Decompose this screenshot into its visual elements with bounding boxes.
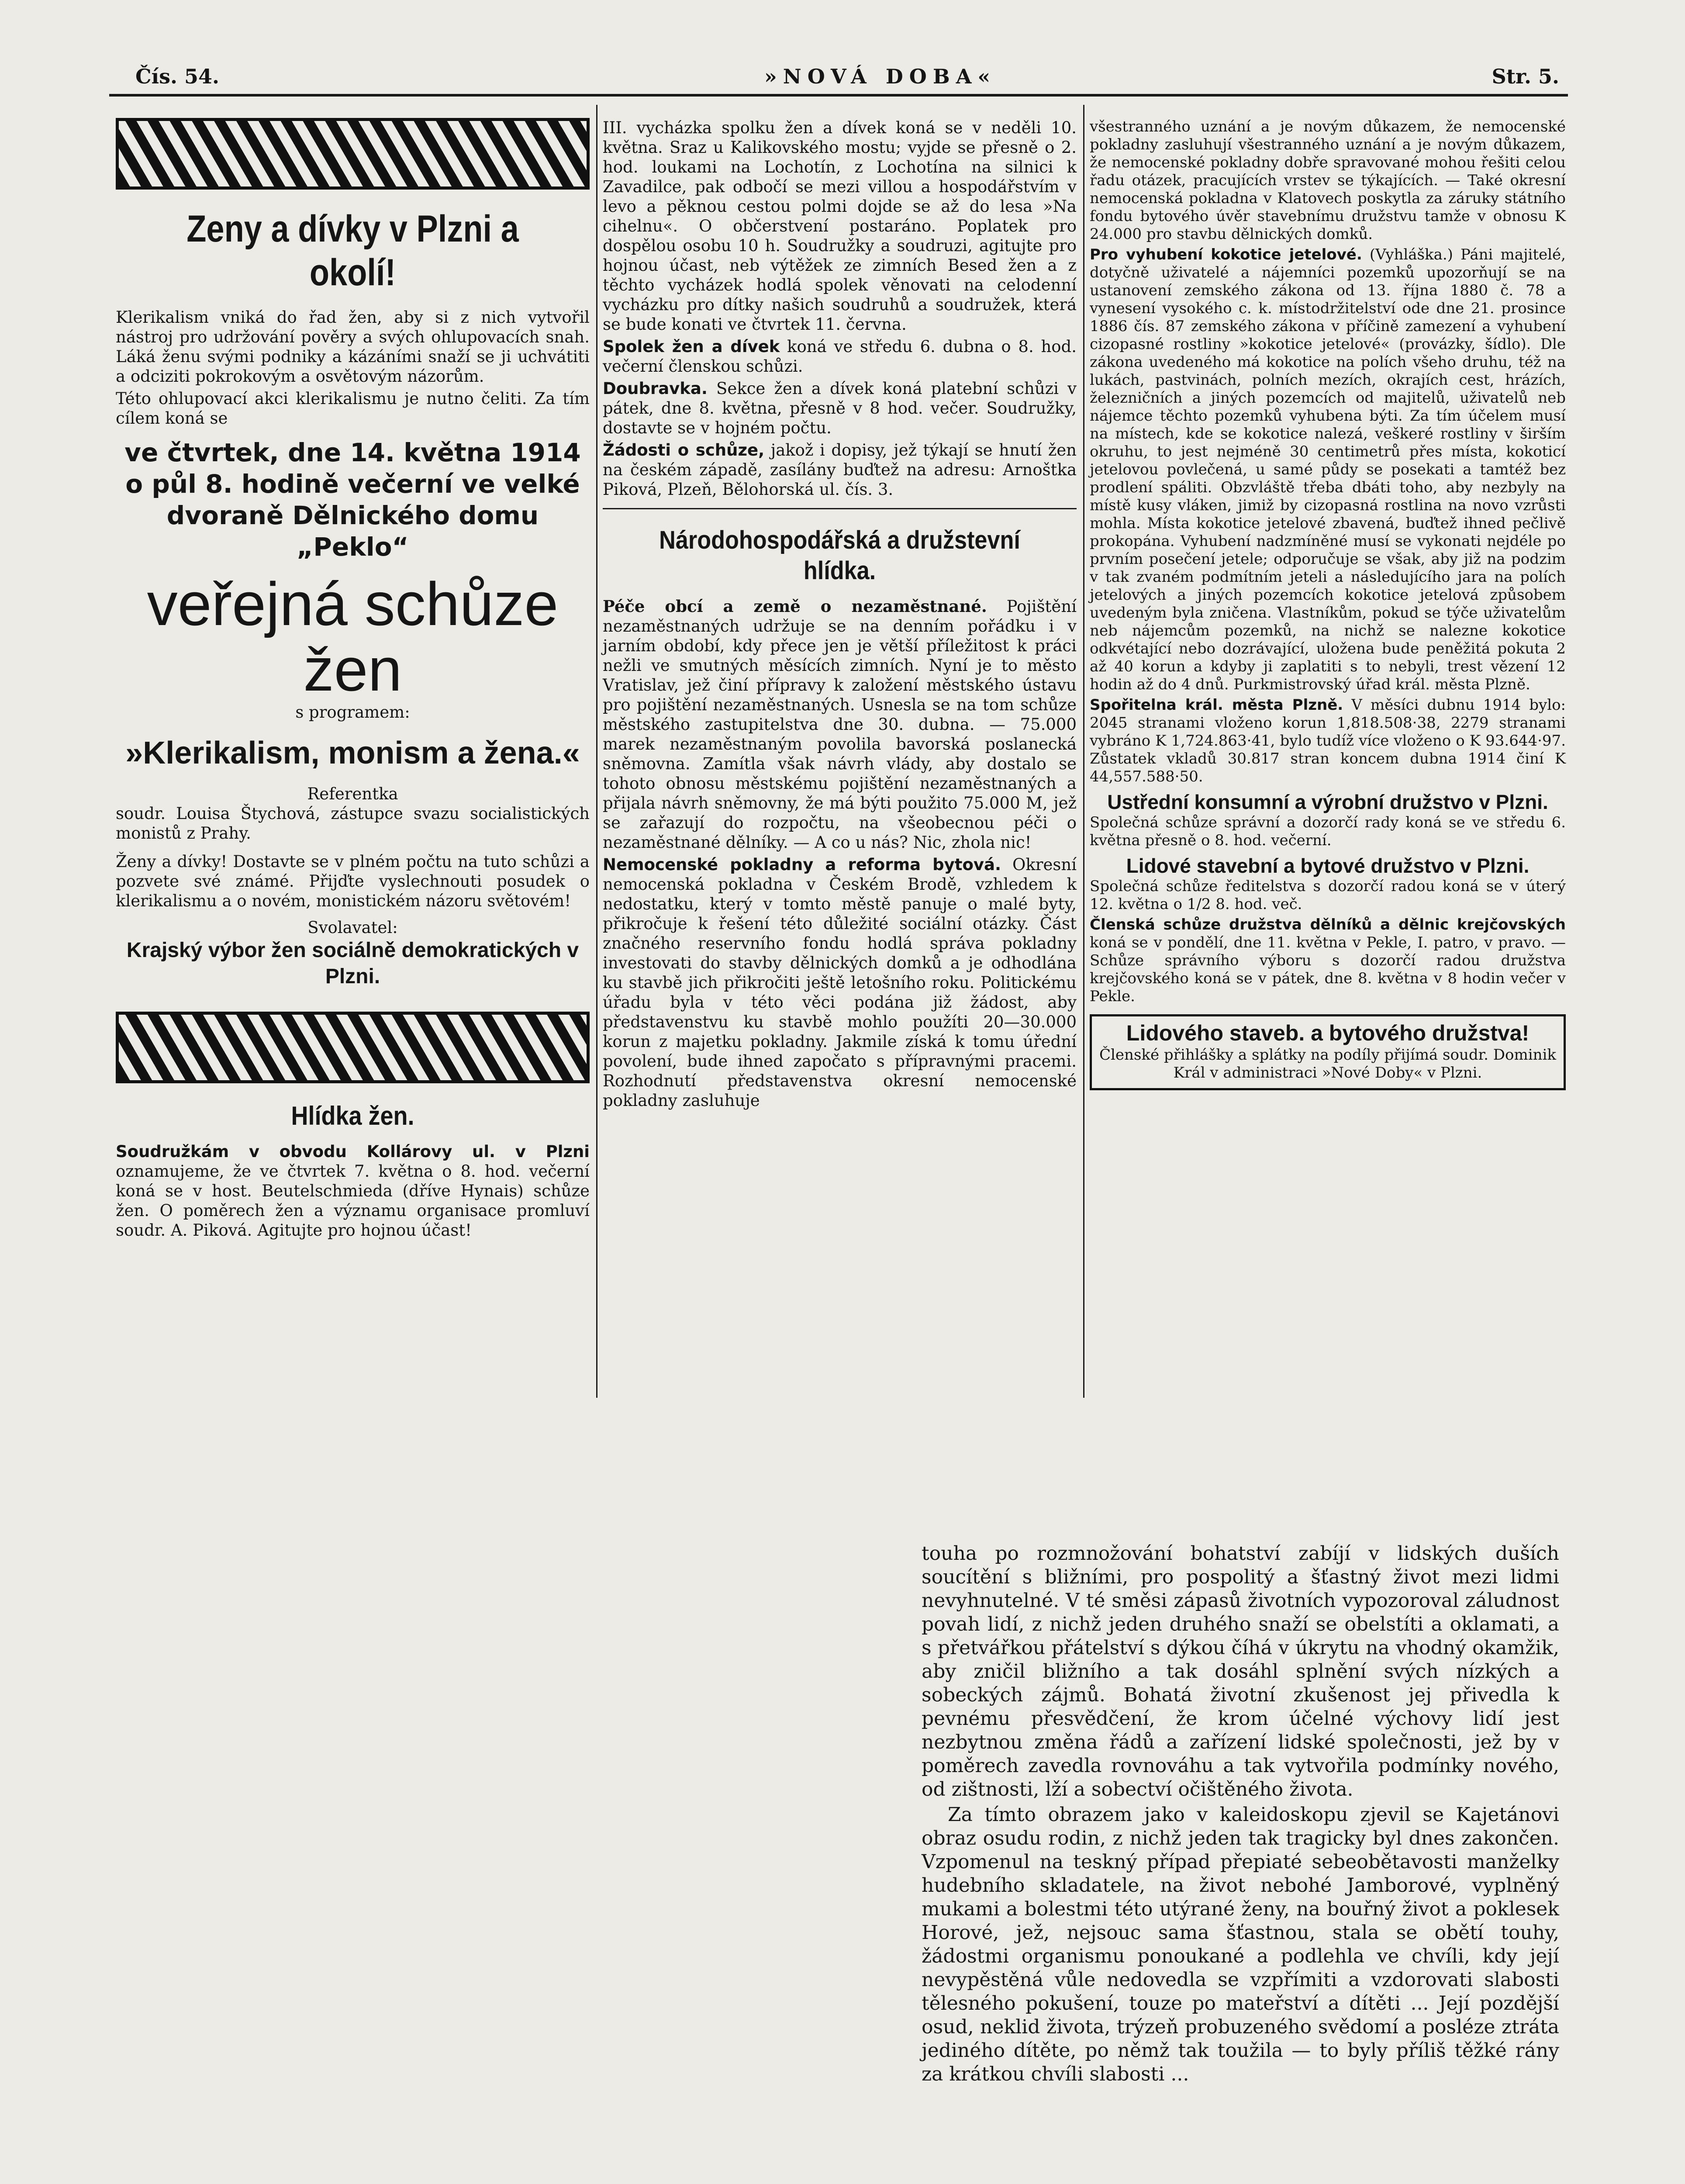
item-text: V měsíci dubnu 1914 bylo: 2045 stranami vloženo korun 1,818.508·38, 2279 stranami vybráno K 1,724.863·41, bylo tudíž více vloženo o K 93.644·97. Zůstatek vkladů 30.817 stran koncem dubna 1914 činí K 44,557.588·50. [1090,696,1566,785]
item-text: Společná schůze ředitelstva s dozorčí radou koná se v úterý 12. května o 1/2 8. hod. več. [1090,878,1566,913]
header-rule [109,94,1568,97]
issue-number: Čís. 54. [135,65,220,88]
ad-intro-2: Této ohlupovací akci klerikalismu je nutno čeliti. Za tím cílem koná se [116,389,590,428]
column-2 [603,118,1077,1113]
story-paragraph-1: touha po rozmnožování bohatství zabíjí v lidských duších soucítění s bližními, pro pospolitý a šťastný život mezi lidmi nevyhnutelné. V té směsi zápasů životních vypozoroval záludnost povah lidí, z nichž jeden druhého snaží se obelstíti a oklamati, a s přetvářkou přátelství s dýkou číhá v úkrytu na vhodný okamžik, aby zničil bližního a tak dosáhl splnění svých nízkých a sobeckých zájmů. Bohatá životní zkušenost jej přivedla k pevnému přesvědčení, že krom účelné výchovy lidí jest nezbytnou změna řádů a zařízení lidské společnosti, jež by v poměrech zavedla rovnováhu a tak vytvořila podmínky nového, od zištnosti, lží a sobectví očištěného života. [922,1542,1559,1800]
item-lead: Doubravka. [603,379,708,398]
item-text: koná se v pondělí, dne 11. května v Pekle, I. patro, v pravo. — Schůze správního výboru s dozorčí radou družstva krejčovského koná se v pátek, dne 8. května v 8 hodin večer v Pekle. [1090,934,1566,1005]
column-3 [1090,118,1566,1099]
decorative-banner [116,118,590,190]
decorative-banner-2 [116,1012,590,1083]
ad-speaker-label: Referentka [307,784,398,803]
page-header [109,65,1568,95]
item-text: oznamujeme, že ve čtvrtek 7. května o 8. hod. večerní koná se v host. Beutelschmieda (dříve Hynais) schůze žen. O poměrech žen a významu organisace promluví soudr. A. Piková. Agitujte pro hojnou účast! [116,1162,590,1240]
ad-program: »Klerikalism, monism a žena.« [125,736,580,771]
item-lead: Péče obcí a země o nezaměstnané. [603,597,987,616]
ad-intro: Klerikalism vniká do řad žen, aby si z nich vytvořil nástroj pro udržování pověry a svých ohlupovacích snah. Láká ženu svými podniky a kázáními snaží se ji uchvátiti a odciziti pokrokovým a osvětovým názorům. [116,308,590,386]
item-lead: Členská schůze družstva dělníků a dělnic krejčovských [1090,916,1566,933]
section-title-economy: Národohospodářská a družstevní hlídka. [659,526,1020,585]
story-continuation [922,1542,1559,2086]
column-divider [1083,105,1084,1398]
item-lead: Žádosti o schůze, [603,441,765,460]
item-text: Okresní nemocenská pokladna v Českém Brodě, vzhledem k nedostatku, který v tomto městě panuje o malé byty, přikročuje k řešení této důležité sociální otázky. Část značného reservního fondu hodlá správa pokladny investovati do stavby dělnických domků a je odhodlána ku stavbě jich přikročiti ještě letošního roku. Politickému úřadu byla v této věci podána již žádost, aby představenstvu ku stavbě mohlo použíti 20—30.000 korun z majetku pokladny. Jakmile získá k tomu úřední povolení, bude ihned započato s přípravnými pracemi. Rozhodnutí představenstva okresní nemocenské pokladny zasluhuje [603,855,1077,1110]
item-text: všestranného uznání a je novým důkazem, že nemocenské pokladny zasluhují všestranného uznání a je novým důkazem, že nemocenské pokladny dobře spravované mohou řešiti celou řadu otázek, pracujících vrstev se týkajících. — Také okresní nemocenská pokladna v Klatovech poskytla za záruky státního fondu bytového úvěr stavebnímu družstvu tamže v obnosu K 24.000 pro stavbu dělnických domků. [1090,118,1566,243]
item-text: koná ve středu 6. dubna o 8. hod. večerní členskou schůzi. [603,337,1077,376]
ad-date: ve čtvrtek, dne 14. května 1914 o půl 8. hodině večerní ve velké dvoraně Dělnického domu „Peklo“ [124,438,581,562]
section-title-women: Hlídka žen. [291,1101,414,1130]
item-text: jakož i dopisy, jež týkají se hnutí žen na českém západě, zasílány buďtež na adresu: Arnoštka Piková, Plzeň, Bělohorská ul. čís. 3. [603,441,1077,499]
box-text: Členské přihlášky a splátky na podíly přijímá soudr. Dominik Král v administraci »Nové Doby« v Plzni. [1099,1046,1556,1082]
ad-program-label: s programem: [295,703,410,722]
ad-event: veřejná schůze žen [147,570,559,704]
item-text: Společná schůze správní a dozorčí rady koná se ve středu 6. května přesně o 8. hod. večerní. [1090,814,1566,849]
ad-caller-label: Svolavatel: [307,918,398,937]
item-text: Pojištění nezaměstnaných udržuje se na denním pořádku i v jarním období, kdy přece jen je větší příležitost k práci nežli ve smutných měsících zimních. Nyní je to město Vratislav, jež činí přípravy k založení městského ústavu pro pojištění nezaměstnaných. Usnesla se na tom schůze městského zastupitelstva dne 30. dubna. — 75.000 marek nezaměstnaným povolila bavorská poslanecká sněmovna. Zamítla však návrh vlády, aby dostalo se tohoto obnosu městskému pojištění nezaměstnaných a přijala návrh sněmovny, že má býti použito 75.000 M, jež se zařazují do rozpočtu, na všeobecnou péči o nezaměstnané dělníky. — A co u nás? Nic, zhola nic! [603,597,1077,852]
ad-caller: Krajský výbor žen sociálně demokratických v Plzni. [126,939,579,988]
item-text: Sekce žen a dívek koná platební schůzi v pátek, dne 8. května, přesně v 8 hod. večer. Soudružky, dostavte se v hojném počtu. [603,379,1077,437]
housing-heading: Lidové stavební a bytové družstvo v Plzni. [1126,854,1530,877]
story-paragraph-2: Za tímto obrazem jako v kaleidoskopu zjevil se Kajetánovi obraz osudu rodin, z nichž jeden tak tragicky byl dnes zakončen. Vzpomenul na teskný případ přepiaté sebeobětavosti manželky hudebního skladatele, na život nebohé Jamborové, vyplněný mukami a bolestmi této utýrané ženy, na bouřný život a poklesek Horové, jež, nejsouc sama šťastnou, stala se obětí touhy, žádostmi organismu ponoukané a podlehla ve chvíli, kdy její nevypěstěná vůle nedovedla se vzpřímiti a vzdorovati slabosti tělesného pokušení, touze po mateřství a dítěti ... Její pozdější osud, neklid života, trýzeň probuzeného svědomí a posléze ztráta jediného dítěte, po němž tak toužila — to byly příliš těžké rány za krátkou chvíli slabosti ... [922,1804,1559,2085]
item-lead: Pro vyhubení kokotice jetelové. [1090,246,1362,263]
ad-appeal: Ženy a dívky! Dostavte se v plném počtu na tuto schůzi a pozvete své známé. Přijďte vyslechnouti posudek o klerikalismu a o novém, monistickém názoru světovém! [116,852,590,910]
item-lead: Nemocenské pokladny a reforma bytová. [603,855,1001,874]
column-1 [116,118,590,1243]
coop-heading: Ustřední konsumní a výrobní družstvo v Plzni. [1107,791,1548,813]
ad-headline: Zeny a dívky v Plzni a okolí! [186,208,519,294]
item-text: (Vyhláška.) Páni majitelé, dotyčně uživatelé a nájemníci pozemků upozorňují se na ustanovení zemského zákona od 13. října 1880 č. 78 a vynesení vysokého c. k. místodržitelství ode dne 21. prosince 1886 čís. 87 zemského zákona v příčině zamezení a vyhubení cizopasné rostliny »kokotice jetelové« (provázky, šídlo). Dle zákona uvedeného má kokotice na polích všeho druhu, též na lukách, pastvinách, polních mezích, okrajích cest, hrázích, železničních a jiných pozemcích od majitelů, uživatelů neb nájemce těchto pozemků vyhubena býti. Za tím účelem musí na místech, kde se kokotice nalezá, veškeré rostliny v širším okruhu, to jest nejméně 30 centimetrů přes místa, kokoticí jetelovou povlečená, u samé půdy se posekati a tamtéž bez prodlení spáliti. Obzvláště třeba dbáti toho, aby nezbyly na místě kusy vláken, jimiž by cizopasná rostlina na novo vzrůsti mohla. Místa kokotice jetelové zbavená, buďtež ihned pečlivě prokopána. Vyhubení nadzmíněné musí se vykonati nejdéle po prvním posečení jetele; odporučuje se však, aby již na podzim v tak zvaném podmítním jeteli a následujícího jara na polích jetelových a jiných pozemcích kokotice jetelová způsobem uvedeným byla zničena. Vlastníkům, pokud se týče uživatelům neb nájemcům pozemků, na nichž se nalezne kokotice odkvétající nebo dozrávající, uložena bude peněžitá pokuta 2 až 40 korun a kdyby ji zaplatiti s to nebyli, trest vězení 12 hodin až do 4 dnů. Purkmistrovský úřad král. města Plzně. [1090,246,1566,693]
item-lead: Spolek žen a dívek [603,337,780,356]
item-lead: Spořitelna král. města Plzně. [1090,696,1343,714]
ad-speaker: soudr. Louisa Štychová, zástupce svazu socialistických monistů z Prahy. [116,804,590,843]
newspaper-title: »NOVÁ DOBA« [764,65,997,88]
column-divider [596,105,597,1398]
box-title: Lidového staveb. a bytového družstva! [1126,1021,1530,1045]
page-label: Str. 5. [1492,65,1559,88]
item-lead: Soudružkám v obvodu Kollárovy ul. v Plzni [116,1142,590,1161]
housing-ad-box [1090,1014,1566,1090]
excursion-notice: III. vycházka spolku žen a dívek koná se v neděli 10. května. Sraz u Kalikovského mostu; vyjde se přesně o 2. hod. loukami na Lochotín, z Lochotína na silnici k Zavadilce, pak odbočí se mezi villou a hospodářstvím v levo a pěknou cestou polmi dojde se až do lesa »Na cihelnu«. O občerstvení postaráno. Poplatek pro dospělou osobu 10 h. Soudružky a soudruzi, agitujte pro hojnou účast, neb výtěžek ze zimních Besed žen a z těchto vycházek hodlá spolek věnovati na celodenní vycházku pro dítky našich soudruhů a soudružek, která se bude konati ve čtvrtek 11. června. [603,118,1077,334]
